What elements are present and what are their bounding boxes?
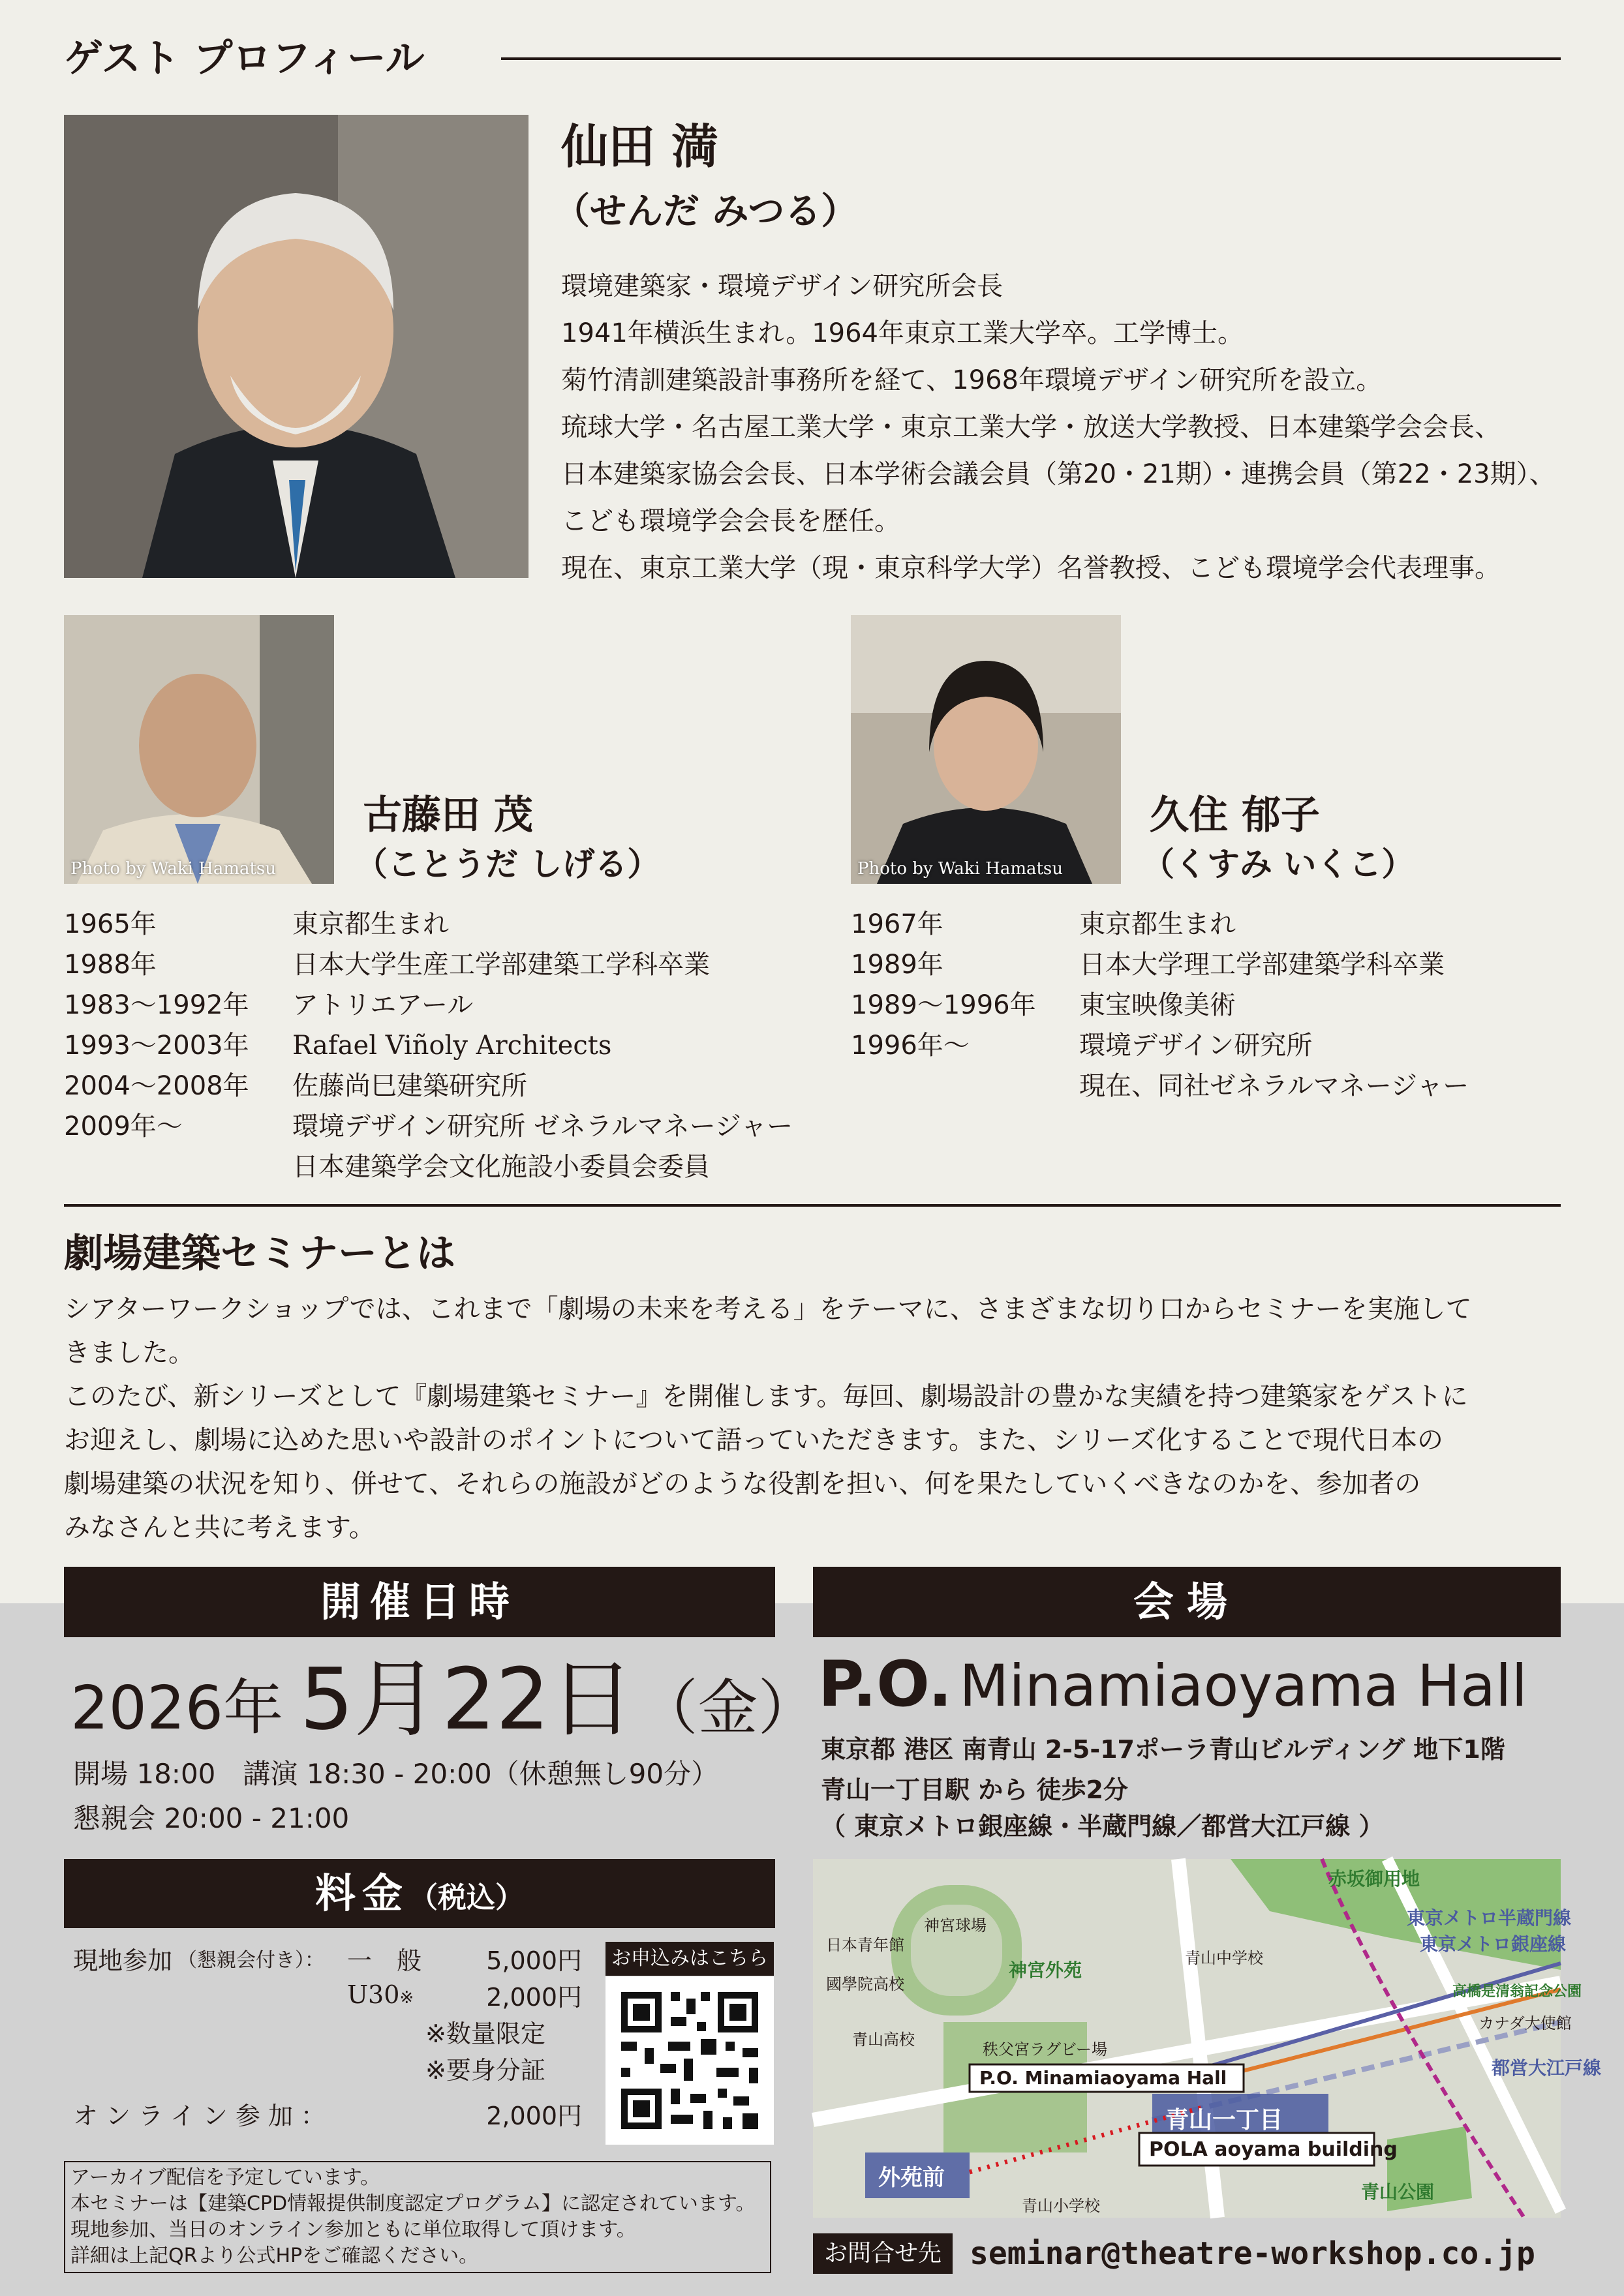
career-text: 佐藤尚巳建築研究所 bbox=[292, 1071, 527, 1101]
bio-line: 菊竹清訓建築設計事務所を経て、1968年環境デザイン研究所を設立。 bbox=[561, 365, 1383, 395]
map-label-aoyama-high: 青山高校 bbox=[852, 2031, 915, 2049]
about-line: 劇場建築の状況を知り、併せて、それらの施設がどのような役割を担い、何を果たしていくべきなのかを、参加者の bbox=[64, 1469, 1421, 1499]
date-year: 2026年 bbox=[70, 1673, 284, 1743]
map-label-aoyama-junior: 青山中学校 bbox=[1185, 1949, 1263, 1967]
career-row bbox=[64, 904, 814, 944]
guest3-name: 久住 郁子 bbox=[1150, 793, 1320, 838]
fee-row-general bbox=[73, 1940, 582, 1976]
bio-line: 琉球大学・名古屋工業大学・東京工業大学・放送大学教授、日本建築学会会長、 bbox=[561, 412, 1501, 442]
venue-address: 東京都 港区 南青山 2-5-17ポーラ青山ビルディング 地下1階 bbox=[821, 1735, 1505, 1764]
career-row bbox=[64, 1147, 814, 1187]
bio-line: 1941年横浜生まれ。1964年東京工業大学卒。工学博士。 bbox=[561, 318, 1244, 348]
about-heading: 劇場建築セミナーとは bbox=[64, 1231, 455, 1276]
map-label-hall: P.O. Minamiaoyama Hall bbox=[979, 2067, 1227, 2089]
career-text: 東京都生まれ bbox=[292, 909, 449, 939]
career-row bbox=[851, 904, 1569, 944]
map-label-ginza: 東京メトロ銀座線 bbox=[1420, 1933, 1567, 1955]
general-price: 5,000円 bbox=[486, 1946, 582, 1975]
guest2-reading: （ことうだ しげる） bbox=[355, 845, 660, 883]
bio-line: こども環境学会会長を歴任。 bbox=[561, 506, 900, 536]
u30-price: 2,000円 bbox=[486, 1982, 582, 2012]
career-year: 1989〜1996年 bbox=[851, 990, 1036, 1020]
contact-email[interactable]: seminar@theatre-workshop.co.jp bbox=[970, 2235, 1535, 2272]
note-line: アーカイブ配信を予定しています。 bbox=[70, 2166, 380, 2189]
guest2-career bbox=[64, 904, 814, 1187]
career-text: 日本建築学会文化施設小委員会委員 bbox=[292, 1152, 710, 1182]
guest3-photo bbox=[851, 615, 1121, 884]
map-label-hanzomon: 東京メトロ半蔵門線 bbox=[1407, 1907, 1572, 1929]
fee-note-limited bbox=[73, 2013, 582, 2049]
about-text bbox=[64, 1288, 1565, 1550]
career-row bbox=[851, 1066, 1569, 1106]
map-label-oedo: 都営大江戸線 bbox=[1492, 2057, 1602, 2079]
map-label-aoyama-elem: 青山小学校 bbox=[1022, 2197, 1100, 2215]
schedule-header bbox=[64, 1567, 775, 1637]
venue-logo bbox=[818, 1645, 1527, 1742]
fee-note-id bbox=[73, 2049, 582, 2086]
career-text: 東宝映像美術 bbox=[1079, 990, 1236, 1020]
date-weekday: （金） bbox=[637, 1673, 818, 1743]
main-guest-bio bbox=[561, 263, 1579, 592]
qr-label: お申込みはこちら bbox=[605, 1942, 774, 1976]
career-year bbox=[64, 1147, 292, 1187]
venue-logo-name: Minamiaoyama Hall bbox=[959, 1652, 1527, 1719]
fee-heading-note: （税込） bbox=[409, 1881, 524, 1914]
career-row bbox=[64, 1025, 814, 1066]
about-line: きました。 bbox=[64, 1338, 194, 1368]
u30-text: U30 bbox=[347, 1980, 400, 2009]
general-label: 一 般 bbox=[347, 1946, 422, 1975]
fee-row-online bbox=[73, 2095, 582, 2132]
fee-header bbox=[64, 1859, 775, 1928]
map-label-akasaka: 赤坂御用地 bbox=[1328, 1868, 1420, 1890]
schedule-party: 懇親会 20:00 - 21:00 bbox=[73, 1802, 350, 1834]
photo-credit: Photo by Waki Hamatsu bbox=[70, 859, 277, 879]
map-label-takahashi: 高橋是清翁記念公園 bbox=[1452, 1984, 1582, 2000]
onsite-label: 現地参加 bbox=[73, 1946, 173, 1975]
map-label-seinenkan: 日本青年館 bbox=[826, 1936, 904, 1954]
career-text: アトリエアール bbox=[292, 990, 474, 1020]
career-row bbox=[64, 1106, 814, 1147]
bio-line: 日本建築家協会会長、日本学術会議会員（第20・21期）・連携会員（第22・23期）、 bbox=[561, 459, 1555, 489]
map-label-pola: POLA aoyama building bbox=[1149, 2138, 1398, 2161]
fee-table bbox=[73, 1940, 582, 2132]
career-row bbox=[851, 985, 1569, 1025]
u30-label bbox=[347, 1980, 458, 2009]
about-line: シアターワークショップでは、これまで「劇場の未来を考える」をテーマに、さまざまな切り口からセミナーを実施して bbox=[64, 1294, 1472, 1324]
qr-code[interactable] bbox=[605, 1976, 774, 2145]
map-label-aoyama-itchome: 青山一丁目 bbox=[1165, 2107, 1283, 2134]
guest3-reading: （くすみ いくこ） bbox=[1142, 845, 1415, 883]
map-label-canada: カナダ大使館 bbox=[1478, 2014, 1572, 2032]
career-year: 2009年〜 bbox=[64, 1111, 183, 1141]
venue-access: 青山一丁目駅 から 徒歩2分 bbox=[821, 1775, 1128, 1804]
note-line: 現地参加、当日のオンライン参加ともに単位取得して頂けます。 bbox=[70, 2218, 636, 2241]
venue-lines: （ 東京メトロ銀座線・半蔵門線／都営大江戸線 ） bbox=[821, 1812, 1384, 1841]
career-row bbox=[64, 985, 814, 1025]
career-year: 1983〜1992年 bbox=[64, 990, 249, 1020]
date-day: 22日 bbox=[442, 1650, 635, 1749]
note-id: ※要身分証 bbox=[425, 2055, 545, 2085]
photo-credit: Photo by Waki Hamatsu bbox=[857, 859, 1064, 879]
guest2-name: 古藤田 茂 bbox=[363, 793, 533, 838]
map-label-aoyama-park: 青山公園 bbox=[1361, 2181, 1435, 2203]
career-year: 1965年 bbox=[64, 909, 157, 939]
about-rule bbox=[64, 1204, 1561, 1207]
venue-heading: 会場 bbox=[1133, 1578, 1240, 1625]
schedule-time: 開場 18:00 講演 18:30 - 20:00（休憩無し90分） bbox=[73, 1758, 719, 1790]
career-year: 2004〜2008年 bbox=[64, 1071, 249, 1101]
career-text: 環境デザイン研究所 ゼネラルマネージャー bbox=[292, 1111, 793, 1141]
main-guest-photo bbox=[64, 115, 529, 578]
guest3-career bbox=[851, 904, 1569, 1106]
career-year: 1988年 bbox=[64, 950, 157, 980]
career-year bbox=[851, 1066, 1079, 1106]
bio-line: 現在、東京工業大学（現・東京科学大学）名誉教授、こども環境学会代表理事。 bbox=[561, 553, 1501, 583]
career-text: 日本大学生産工学部建築工学科卒業 bbox=[292, 950, 710, 980]
contact-label: お問合せ先 bbox=[813, 2233, 953, 2274]
notes-box bbox=[64, 2161, 771, 2273]
venue-logo-po: P.O. bbox=[818, 1648, 953, 1721]
bio-line: 環境建築家・環境デザイン研究所会長 bbox=[561, 271, 1004, 301]
career-year: 1993〜2003年 bbox=[64, 1031, 249, 1061]
access-map[interactable] bbox=[813, 1859, 1602, 2218]
career-text: 東京都生まれ bbox=[1079, 909, 1236, 939]
career-row bbox=[851, 1025, 1569, 1066]
online-price: 2,000円 bbox=[486, 2101, 582, 2130]
onsite-note: （懇親会付き）： bbox=[177, 1949, 324, 1972]
about-line: このたび、新シリーズとして『劇場建築セミナー』を開催します。毎回、劇場設計の豊かな実績を持つ建築家をゲストに bbox=[64, 1382, 1468, 1412]
main-guest-reading: （せんだ みつる） bbox=[553, 190, 858, 233]
heading-rule bbox=[501, 57, 1561, 60]
venue-header bbox=[813, 1567, 1561, 1637]
career-year: 1989年 bbox=[851, 950, 943, 980]
main-guest-name: 仙田 満 bbox=[561, 119, 719, 174]
career-row bbox=[64, 944, 814, 985]
schedule-heading: 開催日時 bbox=[320, 1578, 519, 1625]
note-limited: ※数量限定 bbox=[425, 2019, 545, 2048]
career-year: 1967年 bbox=[851, 909, 943, 939]
career-text: Rafael Viñoly Architects bbox=[292, 1031, 612, 1061]
online-label: オンライン参加： bbox=[73, 2101, 333, 2130]
career-text: 日本大学理工学部建築学科卒業 bbox=[1079, 950, 1445, 980]
career-row bbox=[64, 1066, 814, 1106]
u30-mark: ※ bbox=[399, 1988, 414, 2008]
map-label-gaienmae: 外苑前 bbox=[878, 2165, 945, 2191]
career-text: 現在、同社ゼネラルマネージャー bbox=[1079, 1071, 1469, 1101]
career-text: 環境デザイン研究所 bbox=[1079, 1031, 1313, 1061]
about-line: お迎えし、劇場に込めた思いや設計のポイントについて語っていただきます。また、シリーズ化することで現代日本の bbox=[64, 1425, 1443, 1455]
map-label-jingu-stadium: 神宮球場 bbox=[924, 1916, 987, 1935]
career-year: 1996年〜 bbox=[851, 1031, 970, 1061]
guest2-photo bbox=[64, 615, 334, 884]
fee-row-u30 bbox=[73, 1976, 582, 2013]
note-line: 本セミナーは【建築CPD情報提供制度認定プログラム】に認定されています。 bbox=[70, 2192, 756, 2215]
guest-profile-heading: ゲスト プロフィール bbox=[64, 36, 425, 82]
career-row bbox=[851, 944, 1569, 985]
date-month: 5月 bbox=[299, 1650, 438, 1749]
map-label-jingu-gaien: 神宮外苑 bbox=[1009, 1959, 1082, 1981]
about-line: みなさんと共に考えます。 bbox=[64, 1513, 375, 1543]
fee-heading: 料金 bbox=[314, 1869, 409, 1917]
map-label-kokugakuin: 國學院高校 bbox=[826, 1975, 904, 1993]
map-label-chichibu: 秩父宮ラグビー場 bbox=[983, 2040, 1108, 2059]
note-line: 詳細は上記QRより公式HPをご確認ください。 bbox=[70, 2244, 479, 2267]
